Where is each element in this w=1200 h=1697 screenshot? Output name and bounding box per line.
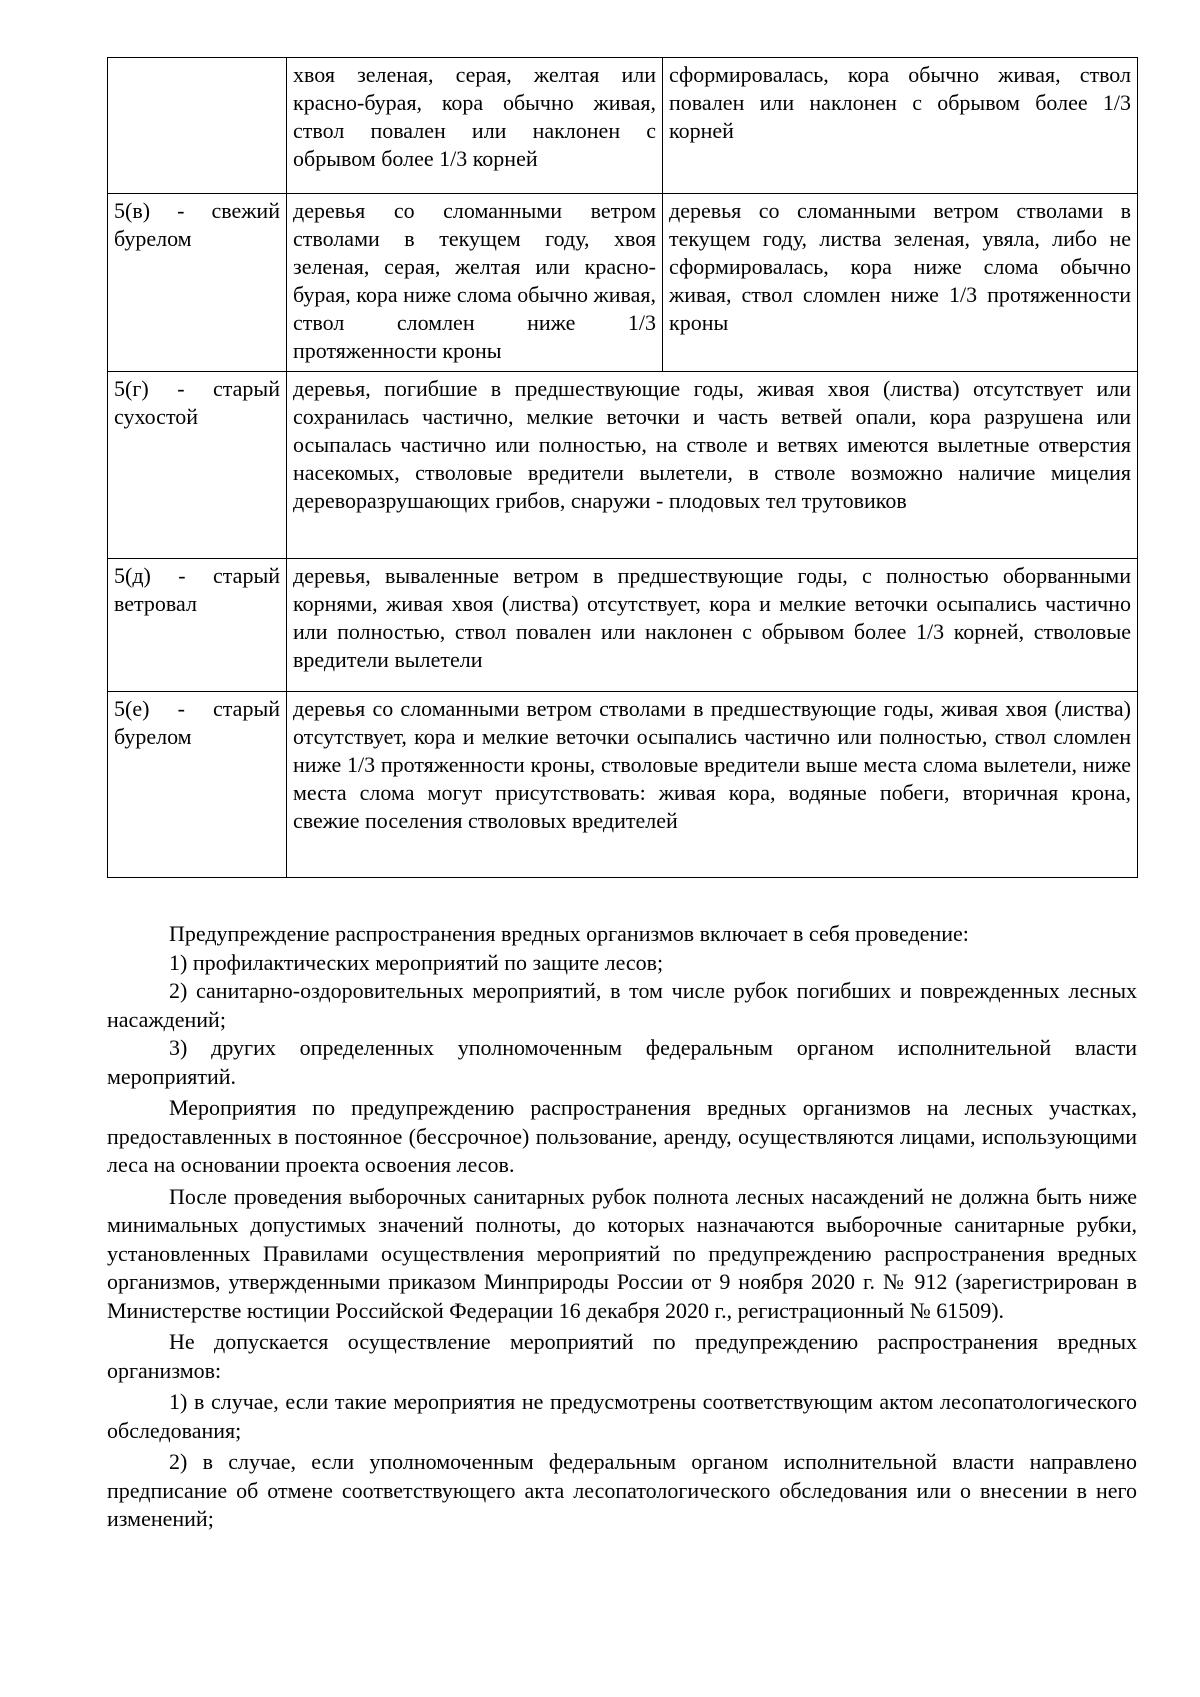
description-cell <box>287 372 1138 559</box>
category-word: старый <box>213 563 280 588</box>
category-name: бурелом <box>114 226 192 251</box>
table-row <box>108 692 1138 878</box>
cell-text: деревья, вываленные ветром в предшествующие годы, с полностью оборванными корнями, живая хвоя (листва) отсутствует, кора и мелкие веточки осыпались частично или полностью, ствол повален или наклонен с обрывом более 1/3 корней, стволовые вредители вылетели <box>293 563 1131 672</box>
category-code: 5(г) <box>114 376 149 401</box>
category-cell <box>108 58 287 194</box>
category-cell <box>108 559 287 692</box>
list-item: 1) в случае, если такие мероприятия не предусмотрены соответствующим актом лесопатологического обследования; <box>107 1389 1137 1443</box>
cell-text: деревья, погибшие в предшествующие годы, живая хвоя (листва) отсутствует или сохранилась частично, мелкие веточки и часть ветвей опали, кора разрушена или осыпалась частично или полностью, на стволе и ветвях имеются вылетные отверстия насекомых, стволовые вредители вылетели, в стволе возможно наличие мицелия дереворазрушающих грибов, снаружи - плодовых тел трутовиков <box>293 376 1131 513</box>
paragraph: После проведения выборочных санитарных рубок полнота лесных насаждений не должна быть ниже минимальных допустимых значений полноты, до которых назначаются выборочные санитарные рубки, установленных Правилами осуществления мероприятий по предупреждению распространения вредных организмов, утвержденными приказом Минприроды России от 9 ноября 2020 г. № 912 (зарегистрирован в Министерстве юстиции Российской Федерации 16 декабря 2020 г., регистрационный № 61509). <box>107 1183 1137 1323</box>
table-row <box>108 559 1138 692</box>
table-row <box>108 372 1138 559</box>
category-cell <box>108 692 287 878</box>
body-text <box>107 920 1137 1534</box>
category-dash: - <box>178 563 186 588</box>
category-name: сухостой <box>114 404 199 429</box>
category-code: 5(д) <box>114 563 151 588</box>
list-item: 3) других определенных уполномоченным федеральным органом исполнительной власти мероприятий. <box>107 1035 1137 1089</box>
category-word: старый <box>213 376 280 401</box>
category-code: 5(в) <box>114 198 151 223</box>
cell-text: деревья со сломанными ветром стволами в текущем году, хвоя зеленая, серая, желтая или красно-бурая, кора ниже слома обычно живая, ствол сломлен ниже 1/3 протяженности кроны <box>293 198 656 363</box>
category-dash: - <box>177 376 185 401</box>
list-item: 2) санитарно-оздоровительных мероприятий, в том числе рубок погибших и поврежденных лесных насаждений; <box>107 978 1137 1032</box>
conifer-description-cell <box>287 194 663 372</box>
table-row <box>108 194 1138 372</box>
category-dash: - <box>177 198 185 223</box>
category-dash: - <box>177 696 185 721</box>
category-name: бурелом <box>114 724 192 749</box>
category-word: старый <box>213 696 280 721</box>
list-item: 2) в случае, если уполномоченным федеральным органом исполнительной власти направлено предписание об отмене соответствующего акта лесопатологического обследования или о внесении в него изменений; <box>107 1449 1137 1531</box>
cell-text: деревья со сломанными ветром стволами в текущем году, листва зеленая, увяла, либо не сформировалась, кора ниже слома обычно живая, ствол сломлен ниже 1/3 протяженности кроны <box>669 198 1131 335</box>
table-row <box>108 58 1138 194</box>
category-cell <box>108 194 287 372</box>
category-name: ветровал <box>114 591 197 616</box>
description-cell <box>287 559 1138 692</box>
deciduous-description-cell <box>663 194 1138 372</box>
category-word: свежий <box>211 198 280 223</box>
paragraph: Не допускается осуществление мероприятий по предупреждению распространения вредных организмов: <box>107 1329 1137 1383</box>
deciduous-description-cell <box>663 58 1138 194</box>
paragraph: Предупреждение распространения вредных организмов включает в себя проведение: <box>169 921 969 946</box>
cell-text: хвоя зеленая, серая, желтая или красно-бурая, кора обычно живая, ствол повален или наклонен с обрывом более 1/3 корней <box>293 62 656 171</box>
cell-text: сформировалась, кора обычно живая, ствол повален или наклонен с обрывом более 1/3 корней <box>669 62 1131 143</box>
description-cell <box>287 692 1138 878</box>
tree-condition-table <box>107 57 1138 878</box>
paragraph: Мероприятия по предупреждению распространения вредных организмов на лесных участках, предоставленных в постоянное (бессрочное) пользование, аренду, осуществляются лицами, использующими леса на основании проекта освоения лесов. <box>107 1095 1137 1177</box>
cell-text: деревья со сломанными ветром стволами в предшествующие годы, живая хвоя (листва) отсутствует, кора и мелкие веточки осыпались частично или полностью, ствол сломлен ниже 1/3 протяженности кроны, стволовые вредители выше места слома вылетели, ниже места слома могут присутствовать: живая кора, водяные побеги, вторичная крона, свежие поселения стволовых вредителей <box>293 696 1131 833</box>
list-item: 1) профилактических мероприятий по защите лесов; <box>169 949 664 975</box>
category-code: 5(е) <box>114 696 150 721</box>
conifer-description-cell <box>287 58 663 194</box>
category-cell <box>108 372 287 559</box>
